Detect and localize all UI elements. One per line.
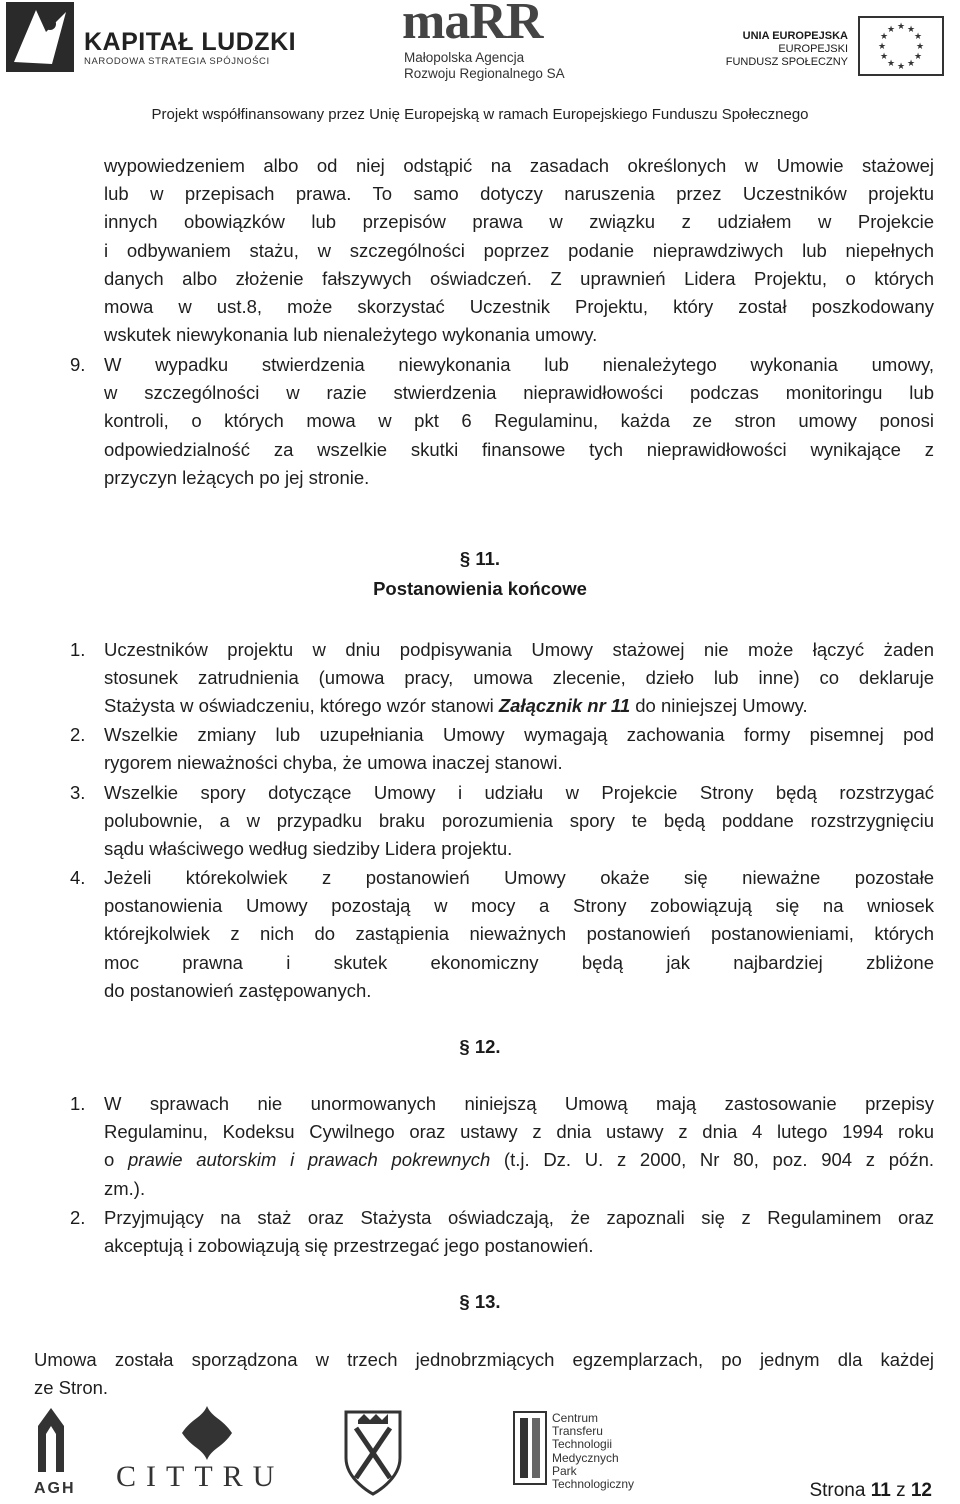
s11-item-3-number: 3. — [70, 782, 86, 803]
eu-flag-icon — [858, 16, 944, 76]
section-12-number: § 12. — [459, 1036, 501, 1057]
item-9-number: 9. — [70, 354, 86, 375]
text-line: i odbywaniem stażu, w szczególności poprzez podanie nieprawdziwych lub niepełnych — [104, 239, 934, 261]
text-line: zm.). — [104, 1177, 146, 1199]
text-line: Przyjmujący na staż oraz Stażysta oświadczają, że zapoznali się z Regulaminem oraz — [104, 1207, 934, 1228]
page-total: 12 — [910, 1480, 932, 1501]
page-current: 11 — [870, 1480, 891, 1501]
s12-item-1-number: 1. — [70, 1093, 86, 1114]
text-line: danych albo złożenie fałszywych oświadczeń. Z uprawnień Lidera Projektu, o których — [104, 267, 934, 289]
text-line: Uczestników projektu w dniu podpisywania Umowy stażowej nie może łączyć żaden — [104, 639, 934, 660]
text-line: przyczyn leżących po jej stronie. — [104, 466, 370, 488]
eu-line-1: UNIA EUROPEJSKA — [742, 30, 848, 42]
page-header — [0, 0, 960, 123]
kapital-ludzki-logo — [6, 2, 306, 72]
s12-item-2-number: 2. — [70, 1207, 86, 1228]
text-line: polubownie, a w przypadku braku porozumienia spory te będą poddane rozstrzygnięciu — [104, 810, 934, 832]
text-span: (t.j. Dz. U. z 2000, Nr 80, poz. 904 z późn. — [490, 1149, 934, 1171]
svg-text:★: ★ — [879, 32, 889, 42]
s11-item-2-text — [104, 721, 934, 777]
svg-text:★: ★ — [896, 22, 906, 32]
act-title: prawie autorskim i prawach pokrewnych — [128, 1149, 491, 1171]
text-line: akceptują i zobowiązują się przestrzegać jego postanowień. — [104, 1235, 594, 1257]
agh-emblem-icon — [34, 1406, 68, 1476]
ctt-line: Technologii — [552, 1437, 613, 1452]
text-line: kontroli, o których mowa w pkt 6 Regulaminu, każda ze stron umowy ponosi — [104, 410, 934, 432]
ctt-line: Medycznych — [552, 1450, 619, 1465]
svg-text:★: ★ — [886, 59, 896, 69]
text-line: sądu właściwego według siedziby Lidera projektu. — [104, 838, 513, 860]
text-line: Umowa została sporządzona w trzech jednobrzmiących egzemplarzach, po jednym dla każdej — [34, 1349, 934, 1370]
eu-logo — [720, 20, 956, 80]
marr-wordmark: maRR — [402, 0, 543, 50]
text-span: Stażysta w oświadczeniu, którego wzór stanowi — [104, 695, 499, 717]
text-line: mowa w ust.8, może skorzystać Uczestnik Projektu, który został poszkodowany — [104, 296, 934, 318]
text-line — [104, 1146, 934, 1174]
item-9-text — [104, 351, 934, 492]
text-line: Regulaminu, Kodeksu Cywilnego oraz ustawy z dnia ustawy z dnia 4 lutego 1994 roku — [104, 1121, 934, 1143]
marr-line-1: Małopolska Agencja — [404, 50, 525, 65]
svg-text:★: ★ — [913, 32, 923, 42]
svg-text:★: ★ — [906, 25, 916, 35]
text-line: Wszelkie spory dotyczące Umowy i udziału w Projekcie Strony będą rozstrzygać — [104, 782, 934, 803]
page-number — [809, 1480, 932, 1502]
s11-item-2-number: 2. — [70, 724, 86, 745]
svg-text:★: ★ — [896, 62, 906, 72]
page-of: z — [896, 1480, 906, 1501]
ctt-line: Technologiczny — [552, 1477, 635, 1492]
text-line: którejkolwiek z nich do zastąpienia nieważnych postanowień postanowieniami, których — [104, 923, 934, 945]
page-footer — [0, 1400, 960, 1504]
kapital-ludzki-title: KAPITAŁ LUDZKI — [84, 28, 297, 56]
section-11-title: Postanowienia końcowe — [373, 578, 587, 599]
text-line: W sprawach nie unormowanych niniejszą Umową mają zastosowanie przepisy — [104, 1093, 934, 1114]
kapital-ludzki-subtitle: NARODOWA STRATEGIA SPÓJNOŚCI — [84, 56, 270, 67]
marr-line-2: Rozwoju Regionalnego SA — [404, 66, 565, 81]
text-line: stosunek zatrudnienia (umowa pracy, umowa zlecenie, dzieło lub inne) co deklaruje — [104, 667, 934, 689]
svg-text:★: ★ — [879, 52, 889, 62]
section-13-number: § 13. — [459, 1291, 501, 1312]
s12-item-1-text — [104, 1090, 934, 1203]
page-word: Strona — [809, 1480, 866, 1501]
closing-paragraph — [34, 1346, 934, 1402]
text-line: w szczególności w razie stwierdzenia nieprawidłowości podczas monitoringu lub — [104, 382, 934, 404]
text-line: wypowiedzeniem albo od niej odstąpić na zasadach określonych w Umowie stażowej — [104, 155, 934, 176]
ctt-line: Transferu — [552, 1424, 603, 1439]
svg-text:★: ★ — [886, 25, 896, 35]
text-line: do postanowień zastępowanych. — [104, 979, 372, 1001]
text-span: do niniejszej Umowy. — [630, 695, 808, 717]
svg-text:★: ★ — [915, 42, 925, 52]
text-line — [104, 692, 934, 720]
kapital-ludzki-emblem-icon — [6, 2, 74, 72]
s12-item-2-text — [104, 1204, 934, 1260]
cittru-emblem-icon — [178, 1404, 236, 1462]
text-line: Jeżeli którekolwiek z postanowień Umowy okaże się nieważne pozostałe — [104, 867, 934, 888]
agh-label: AGH — [34, 1480, 76, 1497]
section-11-number: § 11. — [459, 548, 501, 569]
ctt-line: Centrum — [552, 1411, 599, 1425]
s11-item-4-number: 4. — [70, 867, 86, 888]
cofinancing-note: Projekt współfinansowany przez Unię Europejską w ramach Europejskiego Funduszu Społecznego — [151, 106, 809, 123]
ctt-wordmark — [552, 1412, 634, 1491]
s11-item-3-text — [104, 779, 934, 864]
text-line: lub w przepisach prawa. To samo dotyczy naruszenia przez Uczestników projektu — [104, 183, 934, 205]
eu-line-2: EUROPEJSKI — [778, 43, 848, 55]
text-line: ze Stron. — [34, 1377, 109, 1399]
text-line: postanowienia Umowy pozostają w mocy a Strony zobowiązują się na wniosek — [104, 895, 934, 917]
text-line: rygorem nieważności chyba, że umowa inaczej stanowi. — [104, 752, 563, 774]
text-line: moc prawna i skutek ekonomiczny będą jak najbardziej zbliżone — [104, 951, 934, 973]
svg-text:★: ★ — [913, 52, 923, 62]
attachment-reference: Załącznik nr 11 — [498, 695, 631, 717]
eu-line-3: FUNDUSZ SPOŁECZNY — [725, 56, 848, 68]
svg-text:★: ★ — [906, 59, 916, 69]
text-line: odpowiedzialność za wszelkie skutki finansowe tych nieprawidłowości wynikające z — [104, 438, 934, 460]
university-crest-icon — [340, 1408, 406, 1498]
text-line: wskutek niewykonania lub nienależytego wykonania umowy. — [104, 324, 598, 346]
s11-item-4-text — [104, 864, 934, 1005]
ctt-line: Park — [552, 1463, 577, 1478]
text-line: W wypadku stwierdzenia niewykonania lub nienależytego wykonania umowy, — [104, 354, 934, 375]
paragraph-top — [104, 152, 934, 349]
s11-item-1-text — [104, 636, 934, 721]
s11-item-1-number: 1. — [70, 639, 86, 660]
text-span: o — [104, 1149, 128, 1171]
cittru-wordmark: CITTRU — [116, 1460, 285, 1493]
marr-logo — [402, 0, 572, 86]
ctt-emblem-icon — [512, 1410, 548, 1486]
text-line: Wszelkie zmiany lub uzupełniania Umowy wymagają zachowania formy pisemnej pod — [104, 724, 934, 745]
svg-text:★: ★ — [877, 42, 887, 52]
text-line: innych obowiązków lub przepisów prawa w związku z udziałem w Projekcie — [104, 211, 934, 233]
